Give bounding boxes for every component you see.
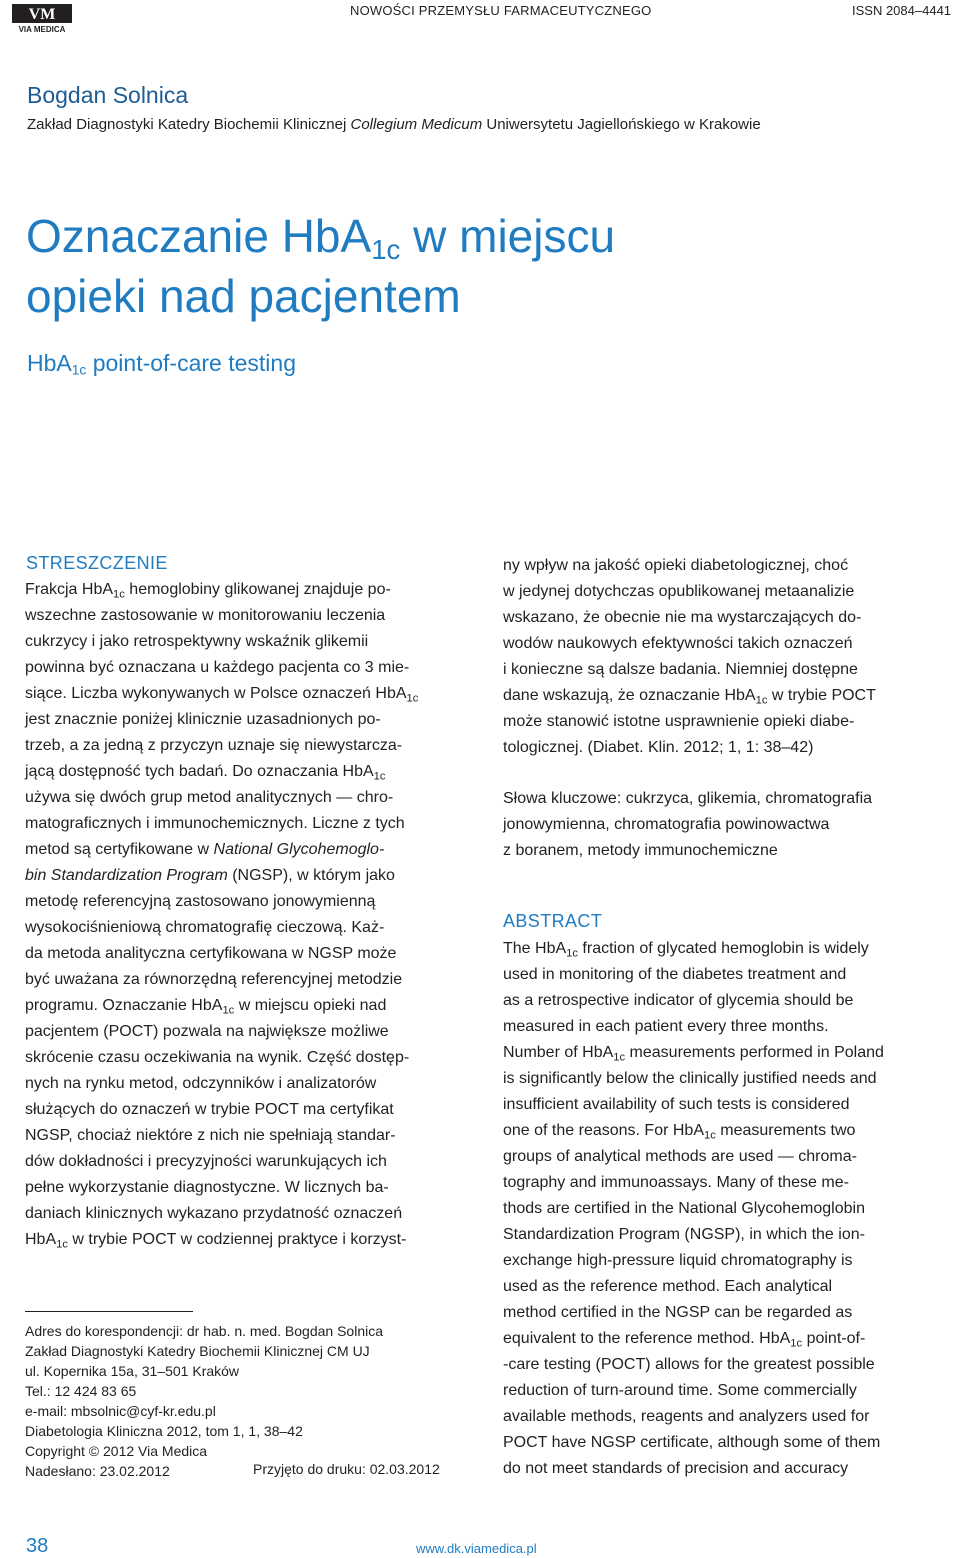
subscript: 1c [613, 1051, 626, 1064]
text-line: measured in each patient every three months. [503, 1018, 829, 1035]
affiliation-suffix: Uniwersytetu Jagiellońskiego w Krakowie [482, 116, 761, 133]
author-name: Bogdan Solnica [27, 82, 189, 108]
text-line: wysokociśnieniową chromatografię cieczową. Każ- [25, 919, 385, 936]
affiliation [27, 116, 761, 133]
text-line: metod są certyfikowane w National Glycohemoglo- [25, 841, 385, 858]
text-line: w jedynej dotychczas opublikowanej metaanalizie [503, 583, 855, 600]
summary-heading: STRESZCZENIE [26, 553, 168, 573]
text-line: The HbA$_{1c}$ fraction of glycated hemoglobin is widely [503, 940, 869, 960]
text-line: do not meet standards of precision and accuracy [503, 1460, 849, 1477]
text-line: NGSP, chociaż niektóre z nich nie spełniają standar- [25, 1127, 396, 1144]
text-line: skrócenie czasu oczekiwania na wynik. Część dostęp- [25, 1049, 410, 1066]
text-line: bin Standardization Program (NGSP), w którym jako [25, 867, 395, 884]
article-subtitle [27, 350, 296, 377]
text-line: da metoda analityczna certyfikowana w NGSP może [25, 945, 397, 962]
text-line: daniach klinicznych wykazano przydatność oznaczeń [25, 1205, 403, 1222]
text-line: powinna być oznaczana u każdego pacjenta co 3 mie- [25, 659, 410, 676]
subscript: 1c [113, 588, 125, 601]
affiliation-italic: Collegium Medicum [350, 116, 483, 133]
article-title [26, 206, 615, 326]
text-line: programu. Oznaczanie HbA$_{1c}$ w miejscu opieki nad [25, 997, 387, 1017]
subtitle-subscript: 1c [71, 362, 87, 378]
text-line: być uważana za równorzędną referencyjnej metodzie [25, 971, 403, 988]
text-line: is significantly below the clinically justified needs and [503, 1070, 877, 1087]
text-line: reduction of turn-around time. Some commercially [503, 1382, 857, 1399]
text-line: może stanowić istotne usprawnienie opieki diabe- [503, 713, 855, 730]
footer-url[interactable]: www.dk.viamedica.pl [416, 1541, 537, 1556]
copyright: Copyright © 2012 Via Medica [25, 1443, 208, 1459]
text-line: thods are certified in the National Glycohemoglobin [503, 1200, 865, 1217]
page-number: 38 [26, 1535, 49, 1557]
text-line: trzeb, a za jedną z przyczyn uznaje się niewystarcza- [25, 737, 403, 754]
abstract-heading: ABSTRACT [503, 911, 603, 931]
citation: Diabetologia Kliniczna 2012, tom 1, 1, 38–42 [25, 1423, 303, 1439]
text-line: siące. Liczba wykonywanych w Polsce oznaczeń HbA$_{1c}$ [25, 685, 419, 705]
accepted-date: Przyjęto do druku: 02.03.2012 [253, 1461, 440, 1477]
subscript: 1c [704, 1129, 716, 1142]
text-line: wszechne zastosowanie w monitorowaniu leczenia [25, 607, 386, 624]
text-line: służących do oznaczeń w trybie POCT ma certyfikat [25, 1101, 394, 1118]
text-line: pacjentem (POCT) pozwala na największe możliwe [25, 1023, 389, 1040]
subtitle-text-end: point-of-care testing [86, 350, 296, 376]
text-line: dane wskazują, że oznaczanie HbA$_{1c}$ w trybie POCT [503, 687, 876, 707]
logo-text: VM [28, 6, 56, 23]
text-line: insufficient availability of such tests is considered [503, 1096, 850, 1113]
text-line: as a retrospective indicator of glycemia should be [503, 992, 854, 1009]
text-line: i konieczne są dalsze badania. Niemniej dostępne [503, 661, 858, 678]
subscript: 1c [222, 1004, 235, 1017]
text-line: exchange high-pressure liquid chromatography is [503, 1252, 853, 1269]
text-line: dów dokładności i precyzyjności warunkujących ich [25, 1153, 387, 1170]
via-medica-logo-mark [12, 4, 72, 34]
text-line: nych na rynku metod, odczynników i analizatorów [25, 1075, 377, 1092]
text-line: metodę referencyjną zastosowano jonowymienną [25, 893, 376, 910]
text-line: Frakcja HbA$_{1c}$ hemoglobiny glikowanej znajduje po- [25, 581, 391, 601]
text-line: matograficznych i immunochemicznych. Liczne z tych [25, 815, 405, 832]
text-line: jącą dostępność tych badań. Do oznaczania HbA$_{1c}$ [25, 763, 386, 783]
text-line: Standardization Program (NGSP), in which the ion- [503, 1226, 865, 1243]
text-line: one of the reasons. For HbA$_{1c}$ measurements two [503, 1122, 856, 1142]
via-medica-logo [12, 4, 72, 34]
text-line: ny wpływ na jakość opieki diabetologicznej, choć [503, 557, 849, 574]
text-line: available methods, reagents and analyzers used for [503, 1408, 870, 1425]
received-date: Nadesłano: 23.02.2012 [25, 1463, 170, 1479]
correspondence-department: Zakład Diagnostyki Katedry Biochemii Klinicznej CM UJ [25, 1343, 370, 1359]
text-line: equivalent to the reference method. HbA$_{1c}$ point-of- [503, 1330, 866, 1350]
correspondence-street: ul. Kopernika 15a, 31–501 Kraków [25, 1363, 240, 1379]
journal-section: NOWOŚCI PRZEMYSŁU FARMACEUTYCZNEGO [350, 3, 652, 18]
keywords [503, 786, 938, 864]
title-text-end: w miejscu [400, 210, 616, 262]
text-line: wodów naukowych efektywności takich oznaczeń [503, 635, 853, 652]
footnote-rule [25, 1311, 193, 1312]
text-line: method certified in the NGSP can be regarded as [503, 1304, 853, 1321]
text-line: używa się dwóch grup metod analitycznych — chro- [25, 789, 394, 806]
text-line: POCT have NGSP certificate, although some of them [503, 1434, 881, 1451]
keywords-line: Słowa kluczowe: cukrzyca, glikemia, chromatografia [503, 790, 873, 807]
text-line: jest znacznie poniżej klinicznie uzasadnionych po- [25, 711, 381, 728]
abstract-body [503, 936, 938, 1482]
keywords-line: z boranem, metody immunochemiczne [503, 842, 778, 859]
title-subscript: 1c [371, 233, 401, 265]
title-text: Oznaczanie HbA [26, 210, 372, 262]
subscript: 1c [406, 692, 419, 705]
correspondence-address-label: Adres do korespondencji: dr hab. n. med. Bogdan Solnica [25, 1323, 384, 1339]
text-line: -care testing (POCT) allows for the greatest possible [503, 1356, 875, 1373]
keywords-line: jonowymienna, chromatografia powinowactwa [503, 816, 830, 833]
text-line: Number of HbA$_{1c}$ measurements performed in Poland [503, 1044, 884, 1064]
subscript: 1c [56, 1238, 68, 1251]
text-line: HbA$_{1c}$ w trybie POCT w codziennej praktyce i korzyst- [25, 1231, 407, 1251]
text-line: tography and immunoassays. Many of these me- [503, 1174, 849, 1191]
subscript: 1c [790, 1337, 803, 1350]
title-line-2: opieki nad pacjentem [26, 270, 461, 322]
subscript: 1c [566, 947, 578, 960]
text-line: used as the reference method. Each analytical [503, 1278, 833, 1295]
issn: ISSN 2084–4441 [852, 3, 952, 18]
summary-body [25, 577, 459, 1253]
correspondence [25, 1321, 383, 1481]
summary-continued [503, 553, 938, 761]
correspondence-email: e-mail: mbsolnic@cyf-kr.edu.pl [25, 1403, 216, 1419]
text-line: wskazano, że obecnie nie ma wystarczających do- [503, 609, 862, 626]
text-line: tologicznej. (Diabet. Klin. 2012; 1, 1: 38–42) [503, 739, 814, 756]
text-line: cukrzycy i jako retrospektywny wskaźnik glikemii [25, 633, 369, 650]
subscript: 1c [373, 770, 386, 783]
subscript: 1c [755, 694, 768, 707]
affiliation-prefix: Zakład Diagnostyki Katedry Biochemii Klinicznej [27, 116, 351, 133]
text-line: used in monitoring of the diabetes treatment and [503, 966, 847, 983]
text-line: pełne wykorzystanie diagnostyczne. W licznych ba- [25, 1179, 389, 1196]
logo-subtext: VIA MEDICA [18, 25, 66, 34]
text-line: groups of analytical methods are used — chroma- [503, 1148, 857, 1165]
subtitle-text: HbA [27, 350, 72, 376]
correspondence-phone: Tel.: 12 424 83 65 [25, 1383, 137, 1399]
title-line-1 [26, 206, 615, 266]
